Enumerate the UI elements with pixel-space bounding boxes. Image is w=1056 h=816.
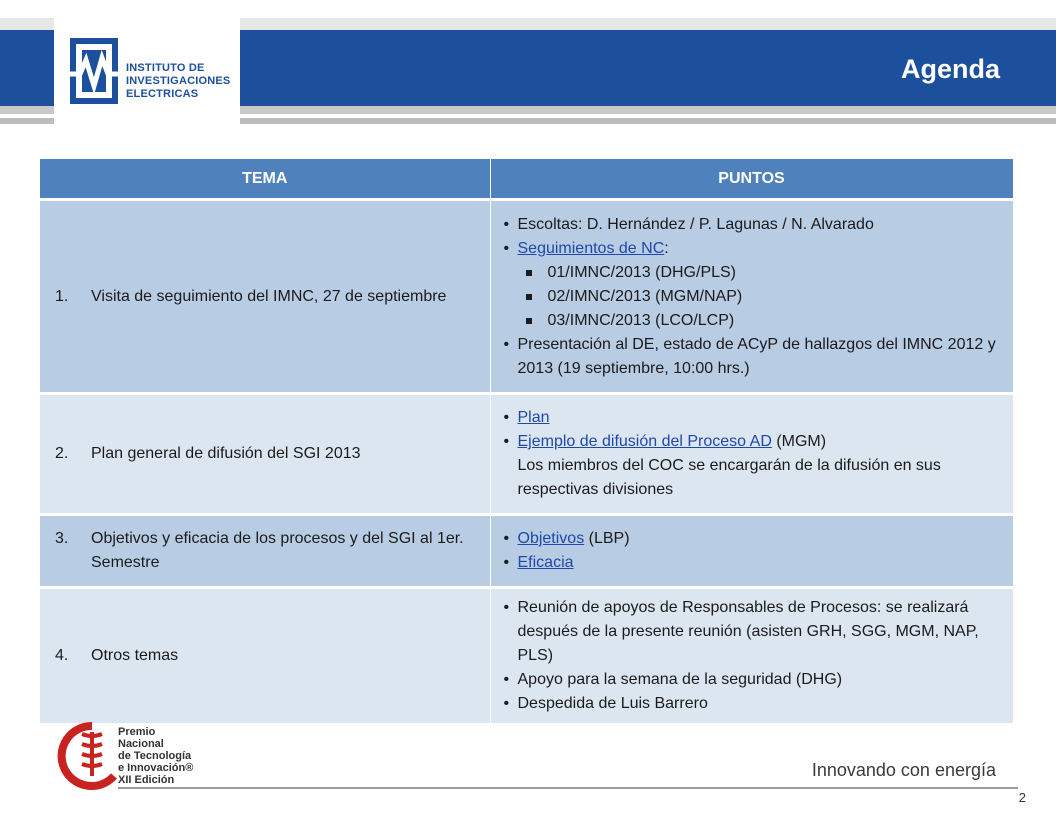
ejemplo-difusion-link[interactable]: Ejemplo de difusión del Proceso AD [517,433,772,450]
puntos-list [492,596,1012,716]
premio-logo-icon [52,718,122,790]
sub-list [518,261,1002,333]
puntos-list [492,406,1012,502]
slogan: Innovando con energía [811,760,996,780]
sub-list-item: 03/IMNC/2013 (LCO/LCP) [518,309,1002,333]
column-header-tema: TEMA [40,159,490,200]
puntos-cell [490,588,1013,725]
footer-divider [118,787,1018,789]
objetivos-link[interactable]: Objetivos [517,530,585,547]
list-item-continuation: Los miembros del COC se encargarán de la difusión en sus respectivas divisiones [517,457,941,498]
list-item: • Reunión de apoyos de Responsables de Procesos: se realizará después de la presente reunión (asisten GRH, SGG, MGM, NAP, PLS) [492,596,1002,668]
agenda-table [40,159,1014,726]
list-item [492,551,1002,575]
table-row [40,394,1013,515]
tema-cell [40,515,490,588]
table-row [40,200,1013,394]
sub-list-item: 02/IMNC/2013 (MGM/NAP) [518,285,1002,309]
table-header-row [40,159,1013,200]
tema-cell [40,588,490,725]
tema-cell [40,200,490,394]
list-item [492,406,1002,430]
puntos-cell [490,394,1013,515]
list-item: • Seguimientos de NC: 01/IMNC/2013 (DHG/PLS) 02/IMNC/2013 (MGM/NAP) 03/IMNC/2013 (LCO/LCP) [492,237,1002,333]
list-item: • Escoltas: D. Hernández / P. Lagunas / N. Alvarado [492,213,1002,237]
tema-text: Objetivos y eficacia de los procesos y del SGI al 1er. Semestre [91,530,464,571]
premio-text: Premio Nacional de Tecnología e Innovación® XII Edición [118,726,194,786]
list-item: • Ejemplo de difusión del Proceso AD (MGM) [492,430,1002,454]
tema-cell [40,394,490,515]
tema-text: Visita de seguimiento del IMNC, 27 de septiembre [91,287,447,305]
list-item: • Presentación al DE, estado de ACyP de hallazgos del IMNC 2012 y 2013 (19 septiembre, 10:00 hrs.) [492,333,1002,381]
sub-list-item: 01/IMNC/2013 (DHG/PLS) [518,261,1002,285]
page-number: 2 [1018,790,1026,805]
list-item: • Despedida de Luis Barrero [492,692,1002,716]
tema-number: 1. [55,287,69,305]
puntos-cell [490,200,1013,394]
puntos-list [492,213,1012,381]
iie-logo-icon [68,36,120,106]
table-row [40,515,1013,588]
table-row [40,588,1013,725]
tema-text: Otros temas [91,647,179,664]
seguimientos-nc-link[interactable]: Seguimientos de NC [517,239,665,257]
iie-logo-text: INSTITUTO DE INVESTIGACIONES ELECTRICAS [126,62,231,100]
column-header-puntos: PUNTOS [490,159,1013,200]
puntos-cell [490,515,1013,588]
puntos-list [492,527,1012,575]
tema-number: 2. [55,445,69,462]
tema-number: 4. [55,647,69,664]
plan-link[interactable]: Plan [517,409,550,426]
tema-text: Plan general de difusión del SGI 2013 [91,445,361,462]
tema-number: 3. [55,530,69,547]
list-item: • Objetivos (LBP) [492,527,1002,551]
list-item: • Apoyo para la semana de la seguridad (DHG) [492,668,1002,692]
page-title: Agenda [900,54,1000,84]
eficacia-link[interactable]: Eficacia [517,554,574,571]
iie-logo [54,18,240,128]
